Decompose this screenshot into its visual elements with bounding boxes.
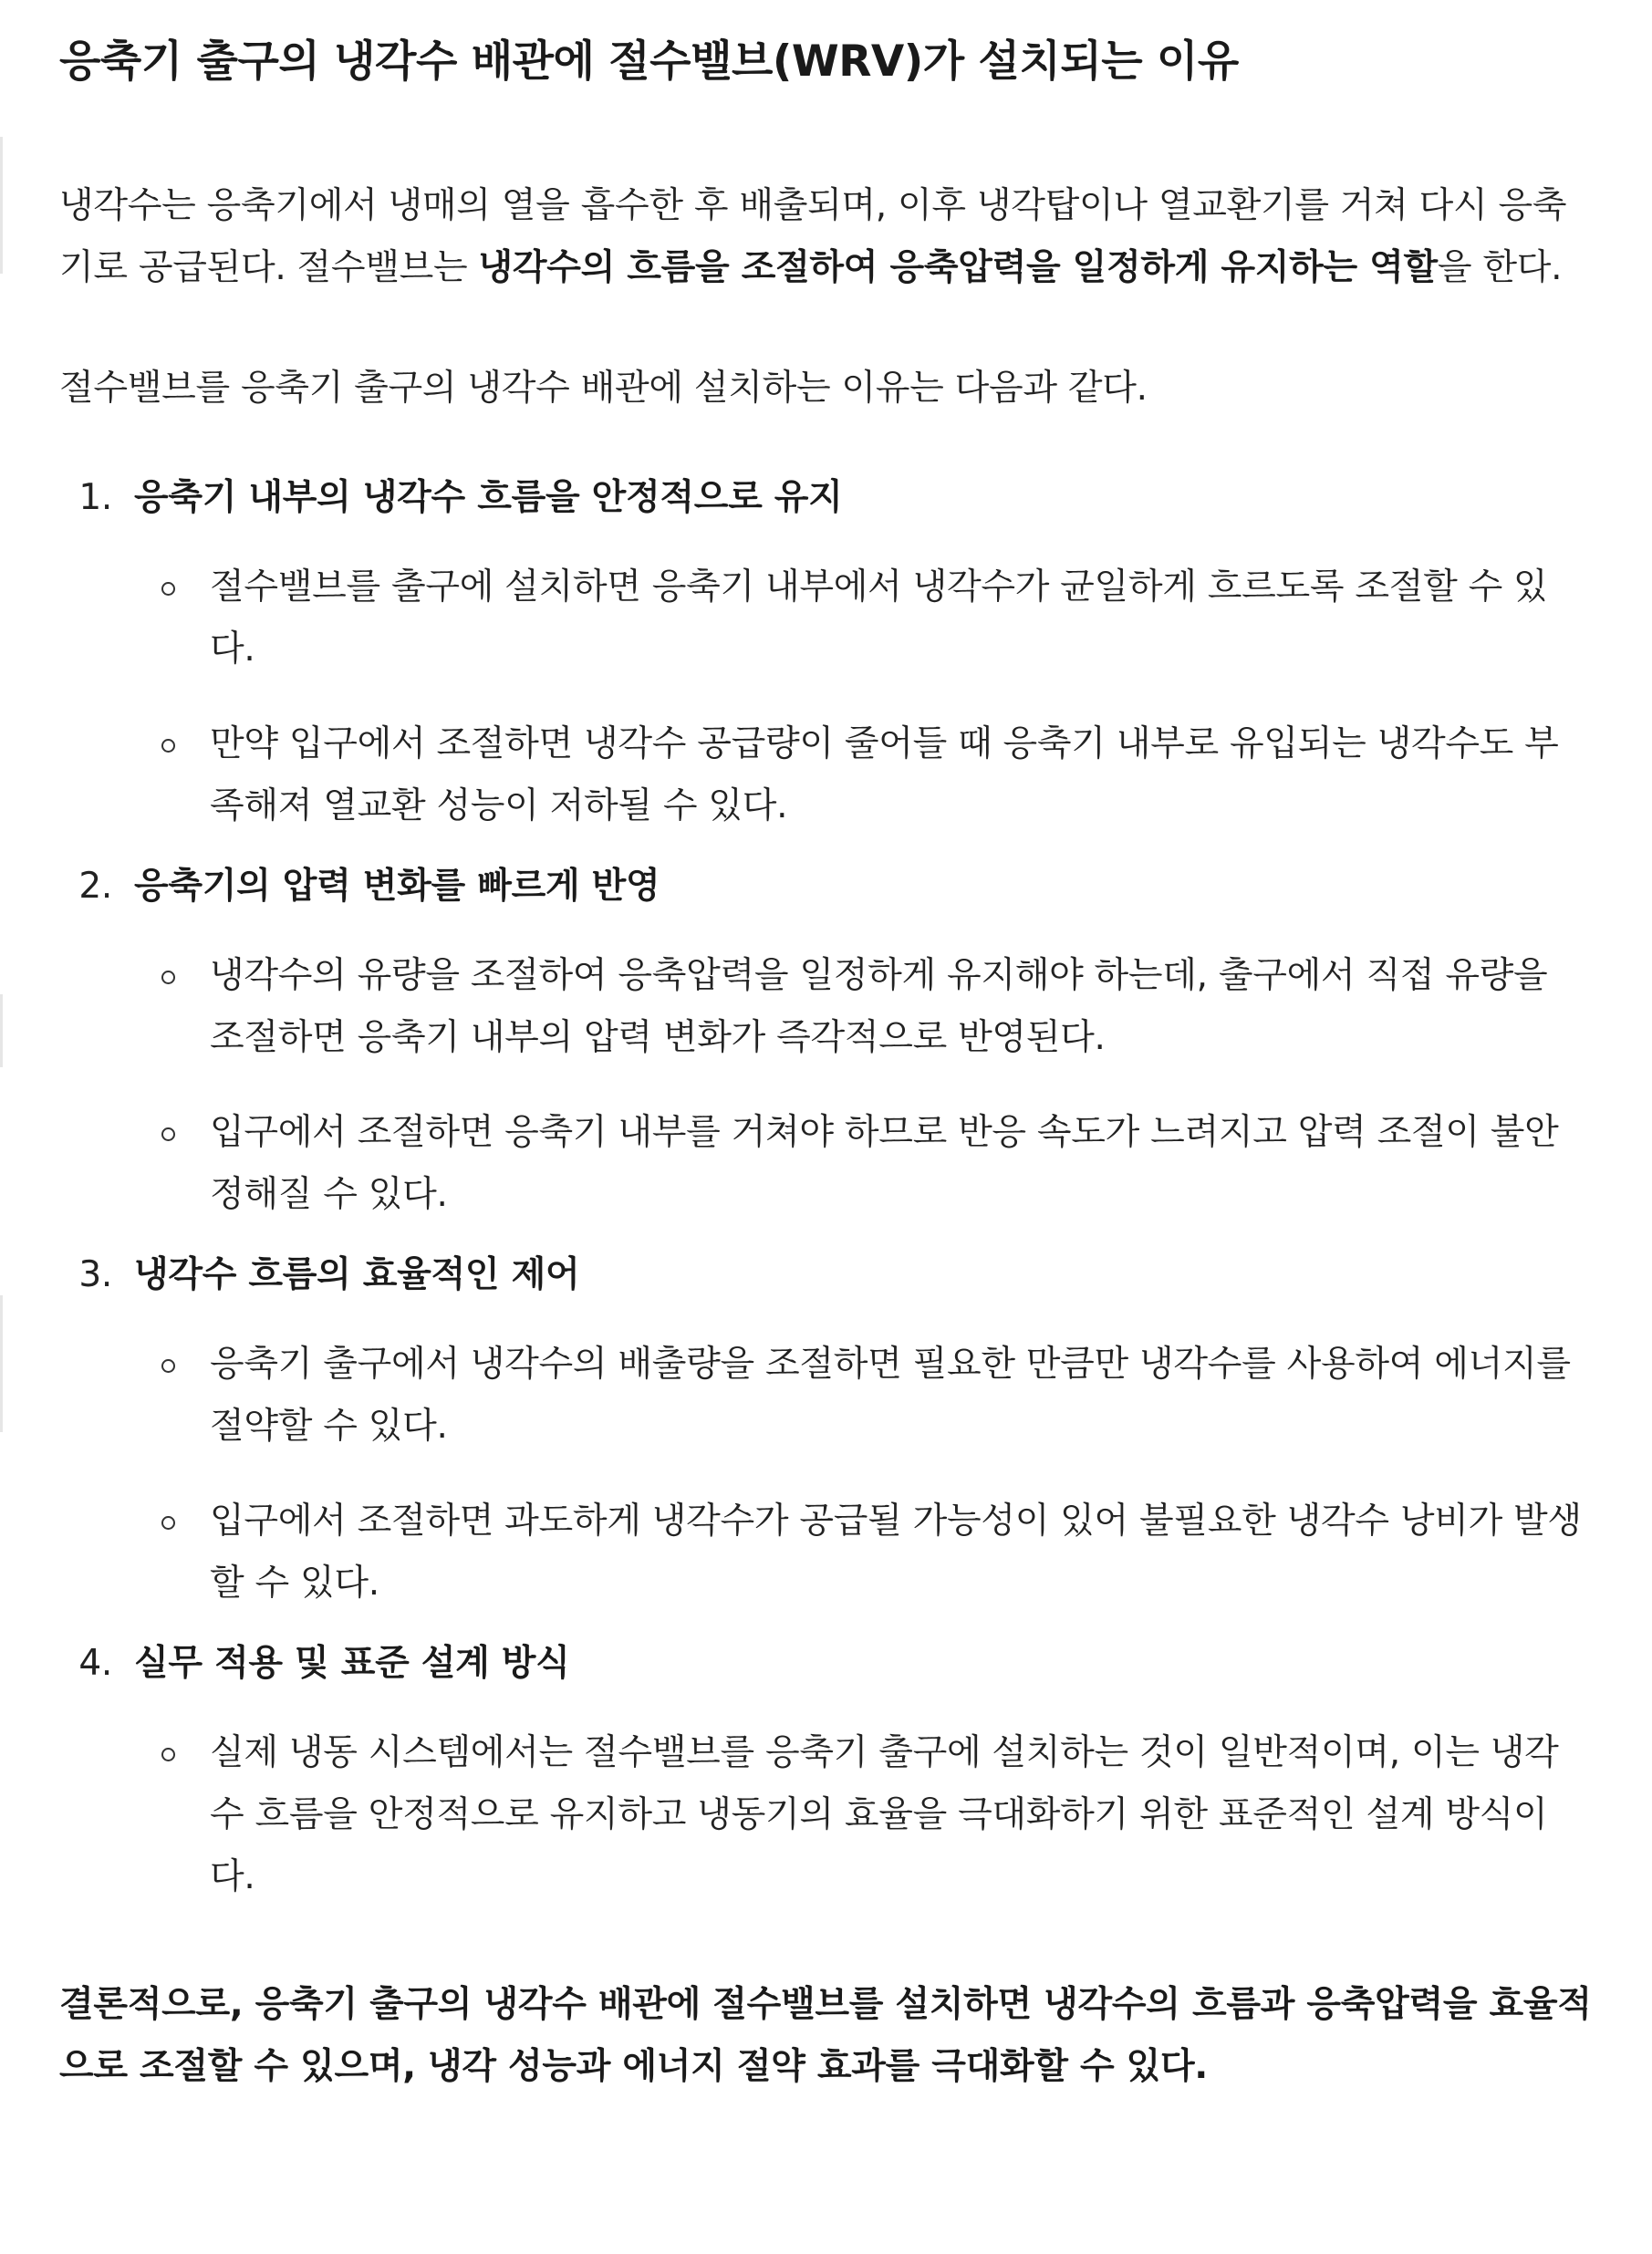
bullet-text: 냉각수의 유량을 조절하여 응축압력을 일정하게 유지해야 하는데, 출구에서 직접 유량을 조절하면 응축기 내부의 압력 변화가 즉각적으로 반영된다. — [210, 955, 1548, 1058]
item-heading-text: 냉각수 흐름의 효율적인 제어 — [134, 1254, 580, 1295]
lead-paragraph: 절수밸브를 응축기 출구의 냉각수 배관에 설치하는 이유는 다음과 같다. — [59, 368, 1148, 409]
item-heading — [59, 1244, 1592, 1306]
bullet-item — [59, 1102, 1592, 1226]
hollow-bullet-icon — [59, 1491, 210, 1615]
document-body — [59, 26, 1592, 2098]
hollow-bullet-icon — [59, 945, 210, 1069]
bullet-list — [59, 1334, 1592, 1615]
left-edge-marker — [0, 1295, 3, 1432]
bullet-list — [59, 945, 1592, 1226]
bullet-item — [59, 713, 1592, 837]
hollow-bullet-icon — [59, 713, 210, 837]
bullet-item — [59, 945, 1592, 1069]
page-title: 응축기 출구의 냉각수 배관에 절수밸브(WRV)가 설치되는 이유 — [59, 36, 1239, 87]
item-number: 3. — [78, 1254, 112, 1295]
bullet-text: 절수밸브를 출구에 설치하면 응축기 내부에서 냉각수가 균일하게 흐르도록 조절할 수 있다. — [210, 566, 1548, 670]
bullet-list — [59, 1722, 1592, 1908]
item-number: 4. — [78, 1643, 112, 1684]
item-heading — [59, 856, 1592, 918]
intro-paragraph — [59, 175, 1592, 299]
bullet-text: 입구에서 조절하면 과도하게 냉각수가 공급될 가능성이 있어 불필요한 냉각수 낭비가 발생할 수 있다. — [210, 1501, 1582, 1604]
list-item — [59, 856, 1592, 1226]
hollow-bullet-icon — [59, 1334, 210, 1458]
left-edge-marker — [0, 994, 3, 1067]
bullet-item — [59, 1491, 1592, 1615]
intro-bold-text: 냉각수의 흐름을 조절하여 응축압력을 일정하게 유지하는 역할 — [478, 247, 1438, 288]
item-number: 1. — [78, 477, 112, 518]
bullet-item — [59, 1722, 1592, 1908]
item-heading-text: 응축기의 압력 변화를 빠르게 반영 — [134, 866, 660, 907]
item-heading — [59, 467, 1592, 529]
reasons-list — [59, 467, 1592, 1908]
bullet-item — [59, 1334, 1592, 1458]
bullet-text: 만약 입구에서 조절하면 냉각수 공급량이 줄어들 때 응축기 내부로 유입되는 냉각수도 부족해져 열교환 성능이 저하될 수 있다. — [210, 723, 1559, 826]
item-heading-text: 실무 적용 및 표준 설계 방식 — [134, 1643, 570, 1684]
bullet-text: 실제 냉동 시스템에서는 절수밸브를 응축기 출구에 설치하는 것이 일반적이며, 이는 냉각수 흐름을 안정적으로 유지하고 냉동기의 효율을 극대화하기 위한 표준적인 설계 방식이다. — [210, 1732, 1559, 1897]
conclusion-paragraph: 결론적으로, 응축기 출구의 냉각수 배관에 절수밸브를 설치하면 냉각수의 흐름과 응축압력을 효율적으로 조절할 수 있으며, 냉각 성능과 에너지 절약 효과를 극대화할 수 있다. — [59, 1984, 1592, 2087]
hollow-bullet-icon — [59, 556, 210, 680]
list-item — [59, 467, 1592, 837]
bullet-text: 응축기 출구에서 냉각수의 배출량을 조절하면 필요한 만큼만 냉각수를 사용하여 에너지를 절약할 수 있다. — [210, 1344, 1571, 1447]
list-item — [59, 1633, 1592, 1908]
left-edge-marker — [0, 137, 3, 274]
item-number: 2. — [78, 866, 112, 907]
hollow-bullet-icon — [59, 1102, 210, 1226]
item-heading — [59, 1633, 1592, 1695]
hollow-bullet-icon — [59, 1722, 210, 1908]
list-item — [59, 1244, 1592, 1615]
bullet-item — [59, 556, 1592, 680]
bullet-list — [59, 556, 1592, 837]
intro-text-before: 냉각수는 응축기에서 냉매의 열을 흡수한 후 배출되며, 이후 냉각탑이나 열교환기를 거쳐 다시 응축기로 공급된다. 절수밸브는 — [59, 185, 1567, 288]
bullet-text: 입구에서 조절하면 응축기 내부를 거쳐야 하므로 반응 속도가 느려지고 압력 조절이 불안정해질 수 있다. — [210, 1112, 1559, 1215]
item-heading-text: 응축기 내부의 냉각수 흐름을 안정적으로 유지 — [134, 477, 843, 518]
intro-text-after: 을 한다. — [1437, 247, 1563, 288]
